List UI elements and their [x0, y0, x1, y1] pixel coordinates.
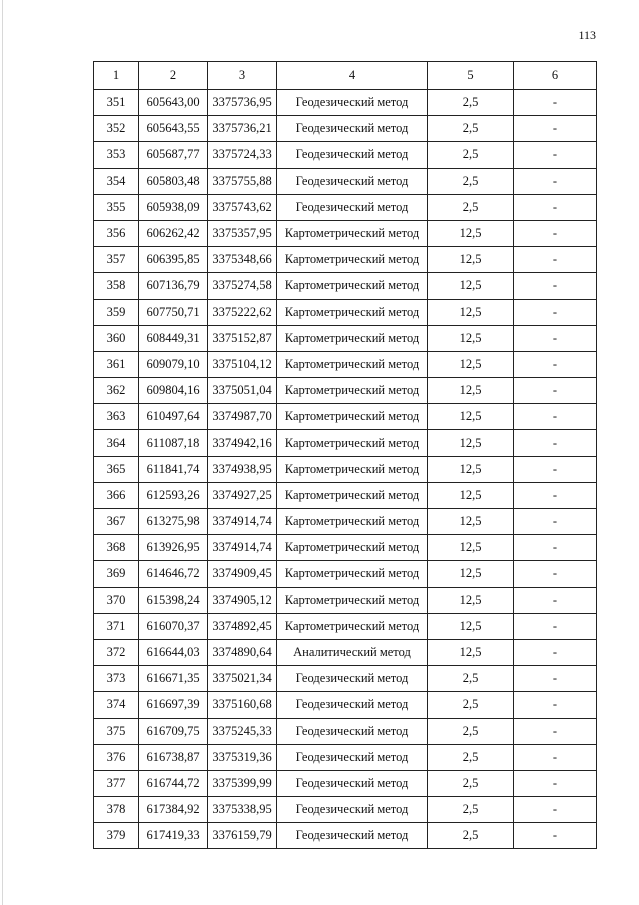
- method-cell: Геодезический метод: [277, 718, 428, 744]
- point-number-cell: 371: [94, 613, 139, 639]
- table-row: [94, 168, 597, 194]
- x-coordinate-cell: 611087,18: [139, 430, 208, 456]
- table-row: [94, 325, 597, 351]
- method-cell: Геодезический метод: [277, 692, 428, 718]
- x-coordinate-cell: 607750,71: [139, 299, 208, 325]
- point-number-cell: 372: [94, 639, 139, 665]
- method-cell: Картометрический метод: [277, 220, 428, 246]
- accuracy-cell: 12,5: [428, 430, 514, 456]
- note-cell: -: [514, 168, 597, 194]
- method-cell: Геодезический метод: [277, 744, 428, 770]
- x-coordinate-cell: 605643,00: [139, 90, 208, 116]
- note-cell: -: [514, 220, 597, 246]
- y-coordinate-cell: 3374942,16: [208, 430, 277, 456]
- table-row: [94, 456, 597, 482]
- y-coordinate-cell: 3375357,95: [208, 220, 277, 246]
- accuracy-cell: 2,5: [428, 194, 514, 220]
- note-cell: -: [514, 797, 597, 823]
- method-cell: Геодезический метод: [277, 770, 428, 796]
- coordinates-table: [93, 61, 597, 849]
- accuracy-cell: 2,5: [428, 116, 514, 142]
- table-row: [94, 404, 597, 430]
- method-cell: Геодезический метод: [277, 823, 428, 849]
- x-coordinate-cell: 610497,64: [139, 404, 208, 430]
- method-cell: Картометрический метод: [277, 299, 428, 325]
- method-cell: Геодезический метод: [277, 797, 428, 823]
- method-cell: Картометрический метод: [277, 378, 428, 404]
- x-coordinate-cell: 617384,92: [139, 797, 208, 823]
- accuracy-cell: 12,5: [428, 378, 514, 404]
- accuracy-cell: 12,5: [428, 509, 514, 535]
- method-cell: Геодезический метод: [277, 666, 428, 692]
- note-cell: -: [514, 718, 597, 744]
- note-cell: -: [514, 509, 597, 535]
- note-cell: -: [514, 482, 597, 508]
- y-coordinate-cell: 3374938,95: [208, 456, 277, 482]
- accuracy-cell: 2,5: [428, 692, 514, 718]
- accuracy-cell: 12,5: [428, 404, 514, 430]
- method-cell: Геодезический метод: [277, 168, 428, 194]
- accuracy-cell: 12,5: [428, 247, 514, 273]
- x-coordinate-cell: 616671,35: [139, 666, 208, 692]
- point-number-cell: 366: [94, 482, 139, 508]
- accuracy-cell: 12,5: [428, 639, 514, 665]
- accuracy-cell: 12,5: [428, 482, 514, 508]
- table-row: [94, 378, 597, 404]
- note-cell: -: [514, 535, 597, 561]
- y-coordinate-cell: 3375104,12: [208, 351, 277, 377]
- x-coordinate-cell: 616709,75: [139, 718, 208, 744]
- table-row: [94, 351, 597, 377]
- header-cell-1: 1: [94, 62, 139, 90]
- method-cell: Картометрический метод: [277, 482, 428, 508]
- note-cell: -: [514, 456, 597, 482]
- method-cell: Картометрический метод: [277, 430, 428, 456]
- accuracy-cell: 2,5: [428, 666, 514, 692]
- y-coordinate-cell: 3375160,68: [208, 692, 277, 718]
- y-coordinate-cell: 3376159,79: [208, 823, 277, 849]
- method-cell: Геодезический метод: [277, 194, 428, 220]
- point-number-cell: 378: [94, 797, 139, 823]
- table-row: [94, 639, 597, 665]
- accuracy-cell: 12,5: [428, 535, 514, 561]
- x-coordinate-cell: 614646,72: [139, 561, 208, 587]
- note-cell: -: [514, 823, 597, 849]
- point-number-cell: 367: [94, 509, 139, 535]
- point-number-cell: 358: [94, 273, 139, 299]
- table-body: [94, 90, 597, 849]
- y-coordinate-cell: 3375245,33: [208, 718, 277, 744]
- note-cell: -: [514, 142, 597, 168]
- method-cell: Картометрический метод: [277, 535, 428, 561]
- table-row: [94, 744, 597, 770]
- x-coordinate-cell: 606395,85: [139, 247, 208, 273]
- note-cell: -: [514, 613, 597, 639]
- y-coordinate-cell: 3375736,95: [208, 90, 277, 116]
- x-coordinate-cell: 605687,77: [139, 142, 208, 168]
- point-number-cell: 360: [94, 325, 139, 351]
- point-number-cell: 363: [94, 404, 139, 430]
- accuracy-cell: 2,5: [428, 770, 514, 796]
- point-number-cell: 364: [94, 430, 139, 456]
- method-cell: Картометрический метод: [277, 561, 428, 587]
- accuracy-cell: 12,5: [428, 613, 514, 639]
- header-cell-6: 6: [514, 62, 597, 90]
- note-cell: -: [514, 587, 597, 613]
- note-cell: -: [514, 378, 597, 404]
- accuracy-cell: 12,5: [428, 325, 514, 351]
- table-row: [94, 535, 597, 561]
- y-coordinate-cell: 3375274,58: [208, 273, 277, 299]
- table-row: [94, 561, 597, 587]
- table-row: [94, 770, 597, 796]
- table-row: [94, 194, 597, 220]
- point-number-cell: 357: [94, 247, 139, 273]
- y-coordinate-cell: 3374914,74: [208, 535, 277, 561]
- table-row: [94, 220, 597, 246]
- point-number-cell: 377: [94, 770, 139, 796]
- table-row: [94, 718, 597, 744]
- y-coordinate-cell: 3375222,62: [208, 299, 277, 325]
- x-coordinate-cell: 616644,03: [139, 639, 208, 665]
- accuracy-cell: 12,5: [428, 456, 514, 482]
- note-cell: -: [514, 404, 597, 430]
- x-coordinate-cell: 606262,42: [139, 220, 208, 246]
- method-cell: Аналитический метод: [277, 639, 428, 665]
- y-coordinate-cell: 3375743,62: [208, 194, 277, 220]
- header-cell-5: 5: [428, 62, 514, 90]
- x-coordinate-cell: 611841,74: [139, 456, 208, 482]
- y-coordinate-cell: 3375724,33: [208, 142, 277, 168]
- table-row: [94, 116, 597, 142]
- y-coordinate-cell: 3374905,12: [208, 587, 277, 613]
- point-number-cell: 369: [94, 561, 139, 587]
- x-coordinate-cell: 613926,95: [139, 535, 208, 561]
- note-cell: -: [514, 299, 597, 325]
- page-number: 113: [578, 28, 596, 42]
- table-row: [94, 247, 597, 273]
- point-number-cell: 359: [94, 299, 139, 325]
- method-cell: Геодезический метод: [277, 142, 428, 168]
- point-number-cell: 356: [94, 220, 139, 246]
- y-coordinate-cell: 3374927,25: [208, 482, 277, 508]
- accuracy-cell: 12,5: [428, 561, 514, 587]
- y-coordinate-cell: 3374987,70: [208, 404, 277, 430]
- x-coordinate-cell: 605803,48: [139, 168, 208, 194]
- accuracy-cell: 2,5: [428, 90, 514, 116]
- table-row: [94, 142, 597, 168]
- point-number-cell: 354: [94, 168, 139, 194]
- note-cell: -: [514, 639, 597, 665]
- y-coordinate-cell: 3375152,87: [208, 325, 277, 351]
- point-number-cell: 379: [94, 823, 139, 849]
- note-cell: -: [514, 90, 597, 116]
- method-cell: Геодезический метод: [277, 90, 428, 116]
- table-row: [94, 299, 597, 325]
- x-coordinate-cell: 608449,31: [139, 325, 208, 351]
- point-number-cell: 352: [94, 116, 139, 142]
- point-number-cell: 374: [94, 692, 139, 718]
- accuracy-cell: 12,5: [428, 351, 514, 377]
- note-cell: -: [514, 666, 597, 692]
- table-row: [94, 797, 597, 823]
- x-coordinate-cell: 613275,98: [139, 509, 208, 535]
- accuracy-cell: 2,5: [428, 744, 514, 770]
- x-coordinate-cell: 616697,39: [139, 692, 208, 718]
- note-cell: -: [514, 273, 597, 299]
- method-cell: Картометрический метод: [277, 509, 428, 535]
- accuracy-cell: 12,5: [428, 273, 514, 299]
- point-number-cell: 355: [94, 194, 139, 220]
- x-coordinate-cell: 609079,10: [139, 351, 208, 377]
- accuracy-cell: 2,5: [428, 823, 514, 849]
- x-coordinate-cell: 616744,72: [139, 770, 208, 796]
- y-coordinate-cell: 3375348,66: [208, 247, 277, 273]
- note-cell: -: [514, 561, 597, 587]
- method-cell: Картометрический метод: [277, 273, 428, 299]
- method-cell: Картометрический метод: [277, 456, 428, 482]
- table-row: [94, 613, 597, 639]
- accuracy-cell: 2,5: [428, 142, 514, 168]
- x-coordinate-cell: 617419,33: [139, 823, 208, 849]
- y-coordinate-cell: 3374892,45: [208, 613, 277, 639]
- x-coordinate-cell: 609804,16: [139, 378, 208, 404]
- note-cell: -: [514, 247, 597, 273]
- note-cell: -: [514, 770, 597, 796]
- x-coordinate-cell: 605643,55: [139, 116, 208, 142]
- method-cell: Геодезический метод: [277, 116, 428, 142]
- y-coordinate-cell: 3374890,64: [208, 639, 277, 665]
- method-cell: Картометрический метод: [277, 404, 428, 430]
- y-coordinate-cell: 3374914,74: [208, 509, 277, 535]
- table-row: [94, 692, 597, 718]
- method-cell: Картометрический метод: [277, 351, 428, 377]
- point-number-cell: 351: [94, 90, 139, 116]
- header-cell-2: 2: [139, 62, 208, 90]
- point-number-cell: 368: [94, 535, 139, 561]
- point-number-cell: 362: [94, 378, 139, 404]
- note-cell: -: [514, 116, 597, 142]
- y-coordinate-cell: 3375021,34: [208, 666, 277, 692]
- accuracy-cell: 12,5: [428, 587, 514, 613]
- header-cell-4: 4: [277, 62, 428, 90]
- table-row: [94, 273, 597, 299]
- y-coordinate-cell: 3374909,45: [208, 561, 277, 587]
- table-row: [94, 587, 597, 613]
- y-coordinate-cell: 3375338,95: [208, 797, 277, 823]
- point-number-cell: 375: [94, 718, 139, 744]
- y-coordinate-cell: 3375736,21: [208, 116, 277, 142]
- scan-edge-line: [2, 0, 3, 905]
- y-coordinate-cell: 3375051,04: [208, 378, 277, 404]
- table-header-row: [94, 62, 597, 90]
- method-cell: Картометрический метод: [277, 613, 428, 639]
- point-number-cell: 370: [94, 587, 139, 613]
- point-number-cell: 373: [94, 666, 139, 692]
- y-coordinate-cell: 3375399,99: [208, 770, 277, 796]
- point-number-cell: 361: [94, 351, 139, 377]
- method-cell: Картометрический метод: [277, 325, 428, 351]
- table-row: [94, 823, 597, 849]
- header-cell-3: 3: [208, 62, 277, 90]
- y-coordinate-cell: 3375755,88: [208, 168, 277, 194]
- table-row: [94, 90, 597, 116]
- accuracy-cell: 2,5: [428, 797, 514, 823]
- method-cell: Картометрический метод: [277, 587, 428, 613]
- accuracy-cell: 12,5: [428, 220, 514, 246]
- point-number-cell: 376: [94, 744, 139, 770]
- x-coordinate-cell: 616738,87: [139, 744, 208, 770]
- accuracy-cell: 2,5: [428, 718, 514, 744]
- x-coordinate-cell: 616070,37: [139, 613, 208, 639]
- point-number-cell: 365: [94, 456, 139, 482]
- table-row: [94, 509, 597, 535]
- note-cell: -: [514, 351, 597, 377]
- x-coordinate-cell: 605938,09: [139, 194, 208, 220]
- method-cell: Картометрический метод: [277, 247, 428, 273]
- note-cell: -: [514, 325, 597, 351]
- table-row: [94, 482, 597, 508]
- table-row: [94, 430, 597, 456]
- note-cell: -: [514, 430, 597, 456]
- accuracy-cell: 2,5: [428, 168, 514, 194]
- note-cell: -: [514, 744, 597, 770]
- y-coordinate-cell: 3375319,36: [208, 744, 277, 770]
- point-number-cell: 353: [94, 142, 139, 168]
- x-coordinate-cell: 615398,24: [139, 587, 208, 613]
- note-cell: -: [514, 194, 597, 220]
- x-coordinate-cell: 612593,26: [139, 482, 208, 508]
- x-coordinate-cell: 607136,79: [139, 273, 208, 299]
- note-cell: -: [514, 692, 597, 718]
- table-row: [94, 666, 597, 692]
- accuracy-cell: 12,5: [428, 299, 514, 325]
